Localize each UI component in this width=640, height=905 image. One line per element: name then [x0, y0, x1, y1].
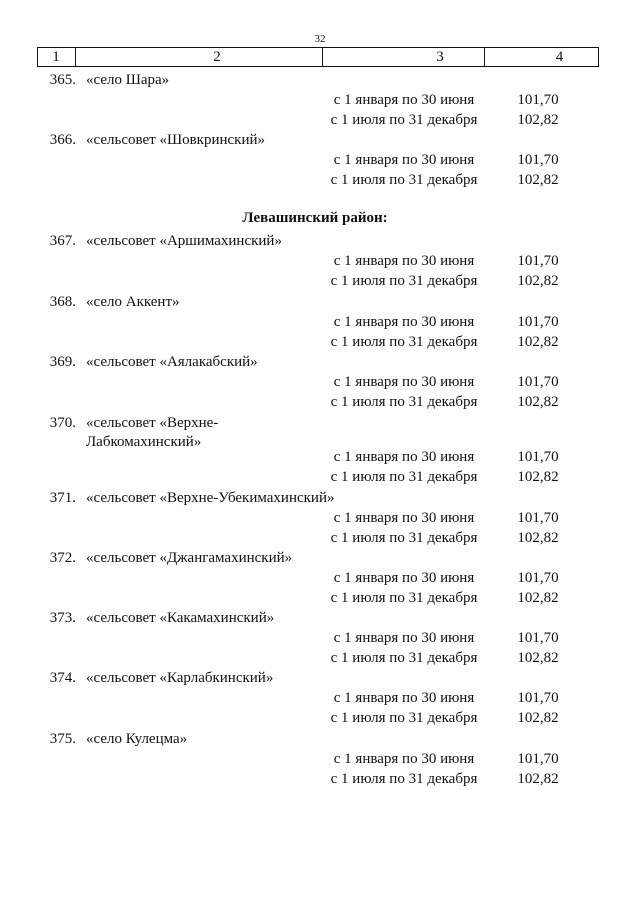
- index-value: 101,70: [517, 630, 559, 646]
- entry-number: 365.: [49, 72, 76, 88]
- page-number: 32: [314, 33, 326, 45]
- header-col-1: 1: [52, 49, 60, 65]
- period-label: с 1 июля по 31 декабря: [330, 273, 478, 289]
- entry-name: «сельсовет «Аялакабский»: [86, 354, 258, 370]
- entry-name-row: [0, 608, 640, 628]
- header-col-4: 4: [555, 49, 564, 65]
- period-row: [0, 271, 640, 291]
- period-label: с 1 января по 30 июня: [333, 253, 475, 269]
- entry-name-row: [0, 548, 640, 568]
- entry-name-row: [0, 488, 640, 508]
- entry-name: «село Кулецма»: [86, 731, 188, 747]
- index-value: 102,82: [517, 710, 559, 726]
- entry-number: 369.: [49, 354, 76, 370]
- table-border-right: [598, 47, 599, 67]
- entry-name-row: [0, 292, 640, 312]
- entry-name: Лабкомахинский»: [86, 434, 202, 450]
- header-col-2: 2: [213, 49, 221, 65]
- entry-number: 374.: [49, 670, 76, 686]
- entry-number: 371.: [49, 490, 76, 506]
- period-label: с 1 июля по 31 декабря: [330, 112, 478, 128]
- period-label: с 1 января по 30 июня: [333, 690, 475, 706]
- column-divider: [484, 47, 485, 67]
- entry-name: «сельсовет «Аршимахинский»: [86, 233, 282, 249]
- period-label: с 1 января по 30 июня: [333, 570, 475, 586]
- period-row: [0, 392, 640, 412]
- entry-name: «сельсовет «Верхне-: [86, 415, 219, 431]
- period-row: [0, 588, 640, 608]
- index-value: 101,70: [517, 751, 559, 767]
- period-label: с 1 января по 30 июня: [333, 630, 475, 646]
- period-label: с 1 января по 30 июня: [333, 449, 475, 465]
- period-label: с 1 января по 30 июня: [333, 751, 475, 767]
- index-value: 101,70: [517, 449, 559, 465]
- index-value: 101,70: [517, 253, 559, 269]
- entry-number: 372.: [49, 550, 76, 566]
- entry-name: «сельсовет «Карлабкинский»: [86, 670, 274, 686]
- entry-number: 368.: [49, 294, 76, 310]
- index-value: 101,70: [517, 314, 559, 330]
- index-value: 102,82: [517, 112, 559, 128]
- period-label: с 1 июля по 31 декабря: [330, 530, 478, 546]
- header-col-3: 3: [436, 49, 444, 65]
- entry-name-row: [0, 729, 640, 749]
- period-row: [0, 769, 640, 789]
- period-row: [0, 372, 640, 392]
- index-value: 101,70: [517, 570, 559, 586]
- period-label: с 1 января по 30 июня: [333, 92, 475, 108]
- period-label: с 1 июля по 31 декабря: [330, 394, 478, 410]
- period-label: с 1 июля по 31 декабря: [330, 590, 478, 606]
- period-row: [0, 332, 640, 352]
- period-row: [0, 251, 640, 271]
- entry-name-row: [0, 352, 640, 372]
- entry-name: «сельсовет «Какамахинский»: [86, 610, 275, 626]
- period-row: [0, 90, 640, 110]
- entry-name-row: [0, 130, 640, 150]
- period-row: [0, 312, 640, 332]
- entry-name-row: [0, 70, 640, 90]
- period-row: [0, 110, 640, 130]
- period-label: с 1 июля по 31 декабря: [330, 650, 478, 666]
- district-heading: Левашинский район:: [242, 210, 388, 226]
- entry-name: «село Шара»: [86, 72, 170, 88]
- entry-number: 366.: [49, 132, 76, 148]
- index-value: 101,70: [517, 92, 559, 108]
- index-value: 102,82: [517, 530, 559, 546]
- period-row: [0, 170, 640, 190]
- index-value: 102,82: [517, 469, 559, 485]
- period-label: с 1 июля по 31 декабря: [330, 172, 478, 188]
- table-header: [37, 47, 598, 67]
- period-label: с 1 января по 30 июня: [333, 374, 475, 390]
- period-row: [0, 708, 640, 728]
- entry-name: «село Аккент»: [86, 294, 180, 310]
- index-value: 101,70: [517, 510, 559, 526]
- period-label: с 1 января по 30 июня: [333, 152, 475, 168]
- entry-name: «сельсовет «Шовкринский»: [86, 132, 265, 148]
- entry-number: 367.: [49, 233, 76, 249]
- index-value: 102,82: [517, 334, 559, 350]
- period-row: [0, 508, 640, 528]
- entry-number: 370.: [49, 415, 76, 431]
- index-value: 102,82: [517, 771, 559, 787]
- period-row: [0, 648, 640, 668]
- table-border-left: [37, 47, 38, 67]
- column-divider: [322, 47, 323, 67]
- entry-name: «сельсовет «Верхне-Убекимахинский»: [86, 490, 335, 506]
- entry-name-row: [0, 413, 640, 433]
- entry-name-row: [0, 668, 640, 688]
- index-value: 102,82: [517, 273, 559, 289]
- entry-name-row: [0, 231, 640, 251]
- entry-name: «сельсовет «Джангамахинский»: [86, 550, 293, 566]
- period-row: [0, 528, 640, 548]
- period-row: [0, 568, 640, 588]
- period-label: с 1 июля по 31 декабря: [330, 334, 478, 350]
- index-value: 101,70: [517, 690, 559, 706]
- period-label: с 1 июля по 31 декабря: [330, 771, 478, 787]
- index-value: 102,82: [517, 394, 559, 410]
- period-label: с 1 июля по 31 декабря: [330, 469, 478, 485]
- period-label: с 1 июля по 31 декабря: [330, 710, 478, 726]
- index-value: 102,82: [517, 172, 559, 188]
- period-row: [0, 628, 640, 648]
- period-row: [0, 447, 640, 467]
- period-row: [0, 150, 640, 170]
- period-row: [0, 688, 640, 708]
- period-label: с 1 января по 30 июня: [333, 314, 475, 330]
- period-row: [0, 467, 640, 487]
- index-value: 102,82: [517, 650, 559, 666]
- column-divider: [75, 47, 76, 67]
- entry-number: 375.: [49, 731, 76, 747]
- index-value: 101,70: [517, 374, 559, 390]
- period-row: [0, 749, 640, 769]
- index-value: 101,70: [517, 152, 559, 168]
- period-label: с 1 января по 30 июня: [333, 510, 475, 526]
- index-value: 102,82: [517, 590, 559, 606]
- entry-number: 373.: [49, 610, 76, 626]
